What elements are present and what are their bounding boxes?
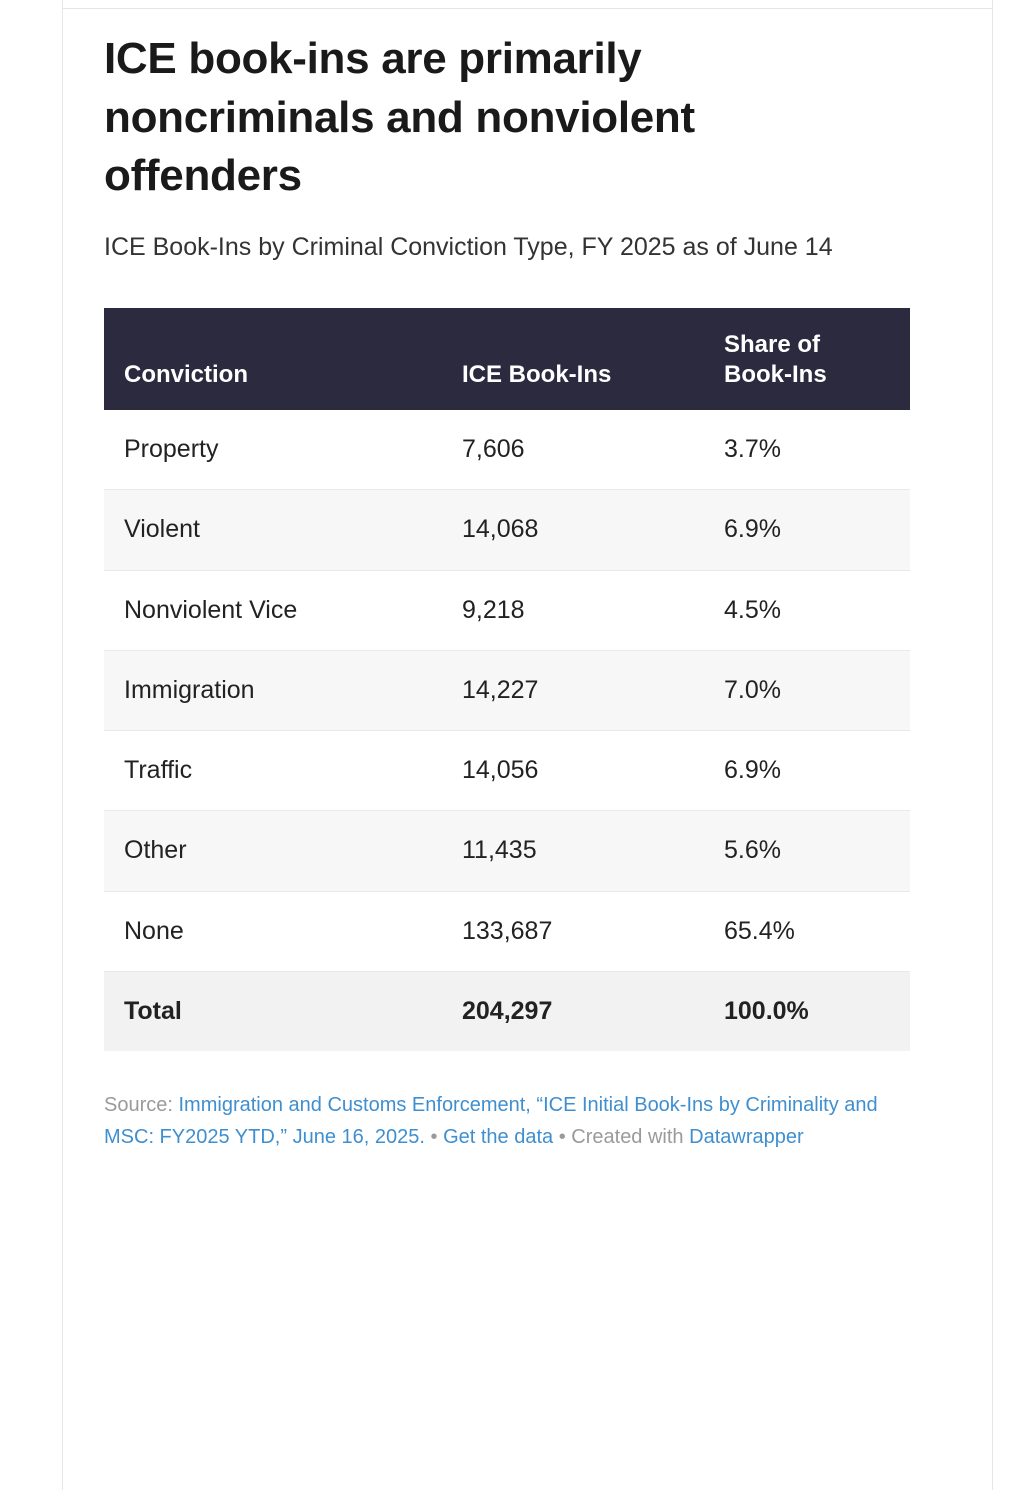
cell-share: 6.9% — [706, 731, 910, 811]
cell-book-ins: 14,068 — [444, 490, 706, 570]
cell-conviction: None — [104, 891, 444, 971]
cell-share: 65.4% — [706, 891, 910, 971]
chart-subtitle: ICE Book-Ins by Criminal Conviction Type, FY 2025 as of June 14 — [104, 232, 833, 261]
source-link[interactable]: Immigration and Customs Enforcement, “ICE Initial Book-Ins by Criminality and MSC: FY2025 YTD,” June 16, 2025. — [104, 1094, 878, 1149]
conviction-table — [104, 308, 910, 1051]
footer-separator: • — [430, 1126, 438, 1149]
cell-book-ins: 133,687 — [444, 891, 706, 971]
table-body — [104, 410, 910, 1051]
cell-conviction: Violent — [104, 490, 444, 570]
table-row — [104, 811, 910, 891]
table-row — [104, 650, 910, 730]
cell-book-ins: 11,435 — [444, 811, 706, 891]
column-header-conviction: Conviction — [104, 308, 444, 410]
cell-share: 5.6% — [706, 811, 910, 891]
cell-book-ins: 7,606 — [444, 410, 706, 490]
get-the-data-link[interactable]: Get the data — [443, 1126, 554, 1149]
cell-share-total: 100.0% — [706, 971, 910, 1051]
table-row — [104, 490, 910, 570]
cell-conviction: Other — [104, 811, 444, 891]
column-header-share: Share of Book-Ins — [706, 308, 910, 410]
cell-share: 6.9% — [706, 490, 910, 570]
cell-book-ins: 14,056 — [444, 731, 706, 811]
cell-conviction-total: Total — [104, 971, 444, 1051]
page-title: ICE book-ins are primarily noncriminals and nonviolent offenders — [104, 34, 695, 201]
table-header — [104, 308, 910, 410]
cell-book-ins: 14,227 — [444, 650, 706, 730]
table-row-total — [104, 971, 910, 1051]
card-right-border — [992, 0, 993, 1490]
table-row — [104, 410, 910, 490]
card-left-border — [62, 0, 63, 1490]
source-label: Source: — [104, 1094, 173, 1117]
created-with-label: Created with — [571, 1126, 684, 1149]
cell-book-ins: 9,218 — [444, 570, 706, 650]
table-row — [104, 731, 910, 811]
table-row — [104, 891, 910, 971]
cell-conviction: Traffic — [104, 731, 444, 811]
cell-share: 4.5% — [706, 570, 910, 650]
table-row — [104, 570, 910, 650]
cell-conviction: Immigration — [104, 650, 444, 730]
cell-conviction: Nonviolent Vice — [104, 570, 444, 650]
chart-footer — [104, 1089, 904, 1153]
table-header-row — [104, 308, 910, 410]
cell-share: 7.0% — [706, 650, 910, 730]
footer-separator: • — [558, 1126, 566, 1149]
cell-conviction: Property — [104, 410, 444, 490]
cell-book-ins-total: 204,297 — [444, 971, 706, 1051]
datawrapper-link[interactable]: Datawrapper — [689, 1126, 804, 1149]
chart-content — [104, 0, 910, 1153]
column-header-book-ins: ICE Book-Ins — [444, 308, 706, 410]
cell-share: 3.7% — [706, 410, 910, 490]
